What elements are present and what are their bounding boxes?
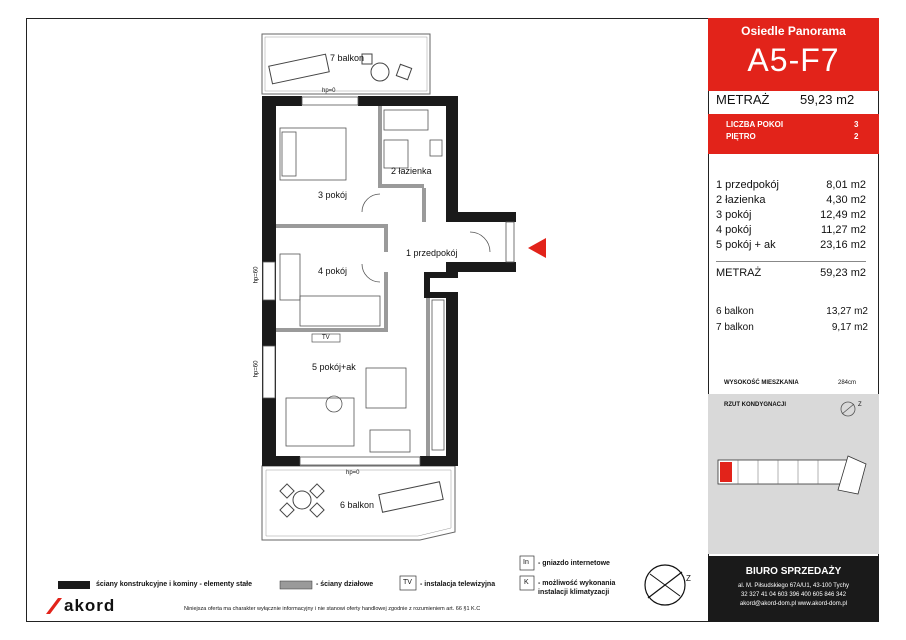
floor-value: 2 xyxy=(854,132,859,141)
legend-walls-text: ściany konstrukcyjne i kominy - elementy stałe xyxy=(96,581,253,588)
room-area: 11,27 m2 xyxy=(820,224,866,236)
balcony-area: 13,27 m2 xyxy=(826,306,868,317)
label-pokoj3: 3 pokój xyxy=(318,190,348,200)
room-row xyxy=(716,238,866,253)
total-row xyxy=(716,261,866,281)
room-area: 23,16 m2 xyxy=(820,239,866,251)
balcony-name: 7 balkon xyxy=(716,322,754,333)
compass-letter-small: Z xyxy=(858,402,862,408)
compass xyxy=(645,565,685,605)
total-value: 59,23 m2 xyxy=(820,267,866,279)
legend-k-text-2: instalacji klimatyzacji xyxy=(538,589,610,596)
balcony-area: 9,17 m2 xyxy=(831,322,868,333)
legend-partition-swatch xyxy=(280,581,312,589)
height-label: WYSOKOŚĆ MIESZKANIA xyxy=(724,380,799,386)
room-row xyxy=(716,223,866,238)
estate-name: Osiedle Panorama xyxy=(741,24,846,38)
room-row xyxy=(716,178,866,193)
room-row xyxy=(716,193,866,208)
metraz-label: METRAŻ xyxy=(716,92,770,107)
room-area: 12,49 m2 xyxy=(820,209,866,221)
room-area: 8,01 m2 xyxy=(826,179,866,191)
partition-walls xyxy=(276,106,430,456)
label-pokoj4: 4 pokój xyxy=(318,266,348,276)
akord-logo: akord xyxy=(64,596,116,615)
akord-logo-mark xyxy=(46,598,62,614)
legend-in-text: - gniazdo internetowe xyxy=(538,560,610,567)
building-outline xyxy=(708,394,879,554)
compass-letter: Z xyxy=(686,574,691,583)
legend-wall-swatch xyxy=(58,581,90,589)
label-tv: TV xyxy=(322,335,330,341)
label-balkon6: 6 balkon xyxy=(340,500,375,510)
sales-address: al. M. Piłsudskiego 67A/U1, 43-100 Tychy xyxy=(738,583,849,589)
legend-tv-text: - instalacja telewizyjna xyxy=(420,581,496,588)
label-balkon7: 7 balkon xyxy=(330,53,365,63)
rooms-count: 3 xyxy=(854,120,859,129)
legend-in-key: In xyxy=(523,559,529,566)
room-list xyxy=(716,178,866,281)
label-hp60-b: hp=60 xyxy=(253,360,260,378)
floor-plan-key xyxy=(708,394,879,554)
legend-tv-key: TV xyxy=(403,579,412,586)
metraz-row xyxy=(716,92,876,112)
room-name: 4 pokój xyxy=(716,224,752,236)
windows xyxy=(263,97,514,465)
entrance-arrow xyxy=(528,238,546,258)
room-row xyxy=(716,208,866,223)
rooms-count-label: LICZBA POKOI xyxy=(726,120,784,129)
label-lazienka: 2 łazienka xyxy=(391,166,432,176)
label-przedpokoj: 1 przedpokój xyxy=(406,248,458,258)
total-label: METRAŻ xyxy=(716,267,762,279)
label-hp60-a: hp=60 xyxy=(253,266,260,284)
balcony-row xyxy=(716,304,868,320)
sales-phones: 32 327 41 04 603 396 400 605 846 342 xyxy=(740,592,847,598)
room-name: 3 pokój xyxy=(716,209,752,221)
balcony-7 xyxy=(262,34,430,94)
legend-k-key: K xyxy=(524,579,529,586)
label-hp-top: hp=0 xyxy=(322,88,336,94)
label-hp-bottom: hp=0 xyxy=(346,470,360,476)
metraz-value: 59,23 m2 xyxy=(800,92,855,107)
unit-header xyxy=(708,18,879,91)
legend-partitions-text: - ściany działowe xyxy=(316,581,374,588)
room-name: 5 pokój + ak xyxy=(716,239,776,251)
room-name: 2 łazienka xyxy=(716,194,766,206)
unit-code: A5-F7 xyxy=(747,42,840,78)
balcony-row xyxy=(716,320,868,336)
balcony-list xyxy=(716,304,868,336)
room-name: 1 przedpokój xyxy=(716,179,779,191)
floor-plan-title: RZUT KONDYGNACJI xyxy=(724,402,787,408)
balcony-name: 6 balkon xyxy=(716,306,754,317)
sales-contact: akord@akord-dom.pl www.akord-dom.pl xyxy=(739,601,848,607)
sales-office xyxy=(708,556,879,622)
label-pokoj5: 5 pokój+ak xyxy=(312,362,356,372)
floor-label: PIĘTRO xyxy=(726,132,756,141)
height-value: 284cm xyxy=(838,380,857,386)
rooms-floor-band xyxy=(708,114,879,154)
disclaimer: Niniejsza oferta ma charakter wyłącznie informacyjny i nie stanowi oferty handlowej zgodnie z rozumieniem art. 66 §1 K.C xyxy=(184,606,481,612)
legend-k-text-1: - możliwość wykonania xyxy=(538,580,616,587)
room-area: 4,30 m2 xyxy=(826,194,866,206)
sales-title: BIURO SPRZEDAŻY xyxy=(745,566,842,577)
